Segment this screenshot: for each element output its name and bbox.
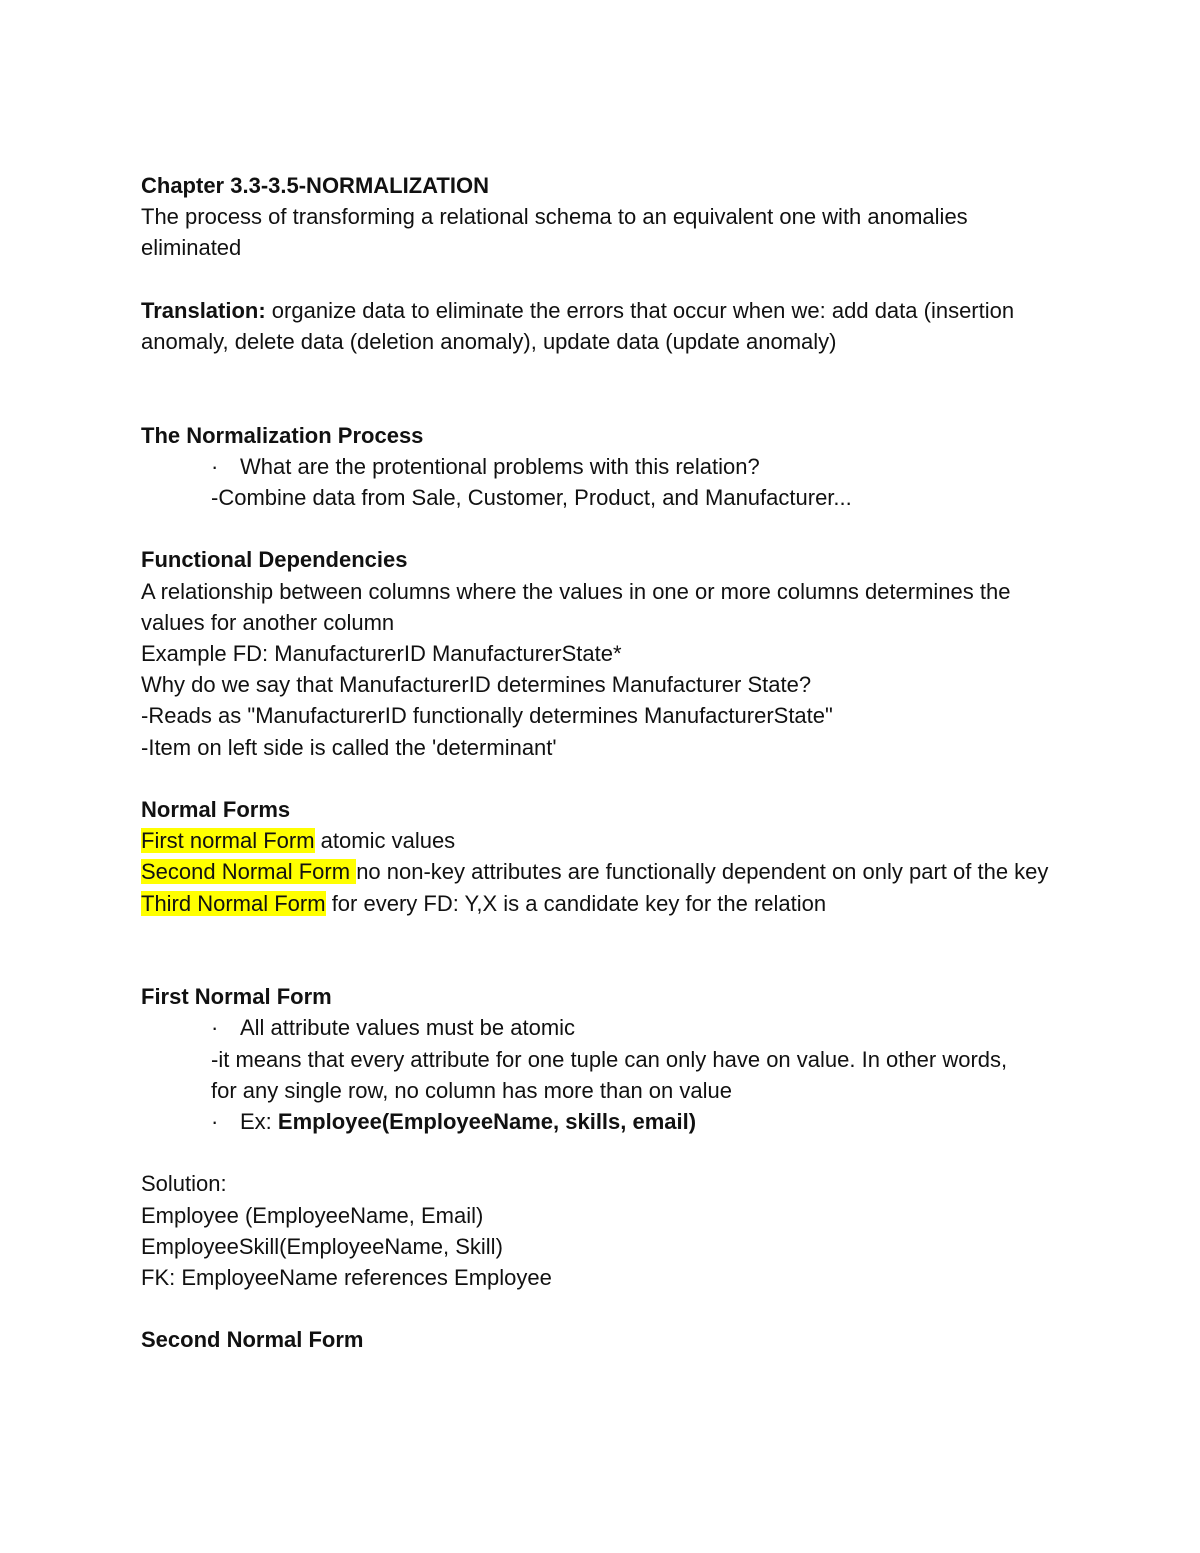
definition-text: atomic values [314, 828, 456, 854]
fd-example: Example FD: ManufacturerID ManufacturerState* [141, 641, 622, 666]
fd-reads-as: -Reads as "ManufacturerID functionally determines ManufacturerState" [141, 703, 833, 729]
list-item-text: What are the protentional problems with this relation? [240, 453, 760, 479]
fd-definition: A relationship between columns where the values in one or more columns determines the values for another column [141, 578, 1011, 635]
normalization-process-heading: The Normalization Process [141, 422, 424, 448]
spacer [141, 264, 1061, 295]
highlighted-term: Second Normal Form [141, 859, 357, 885]
third-normal-form-definition [141, 888, 1061, 919]
spacer [141, 763, 1061, 794]
list-item [141, 1012, 1061, 1043]
highlighted-term: First normal Form [141, 828, 315, 854]
list-item [141, 451, 1061, 482]
bullet-icon: · [211, 1109, 219, 1135]
second-normal-form-heading: Second Normal Form [141, 1327, 364, 1353]
solution-line: FK: EmployeeName references Employee [141, 1265, 552, 1291]
intro-paragraph: The process of transforming a relational schema to an equivalent one with anomalies eliminated [141, 204, 968, 261]
translation-paragraph [141, 295, 1061, 357]
solution-line: EmployeeSkill(EmployeeName, Skill) [141, 1233, 503, 1259]
list-item [141, 1106, 1061, 1137]
combine-note: -Combine data from Sale, Customer, Product, and Manufacturer... [211, 485, 852, 510]
definition-text: for every FD: Y,X is a candidate key for the relation [325, 890, 827, 916]
fd-question: Why do we say that ManufacturerID determines Manufacturer State? [141, 672, 812, 698]
example-prefix: Ex: [240, 1109, 278, 1135]
highlighted-term: Third Normal Form [141, 890, 326, 916]
bullet-icon: · [211, 1015, 219, 1041]
spacer [141, 357, 1061, 419]
list-item-text: All attribute values must be atomic [240, 1015, 576, 1041]
first-normal-form-heading: First Normal Form [141, 984, 332, 1010]
spacer [141, 919, 1061, 981]
document-page [141, 170, 1061, 1356]
translation-text: organize data to eliminate the errors that occur when we: add data (insertion anomaly, delete data (deletion anomaly), update data (update anomaly) [141, 297, 1015, 354]
solution-line: Employee (EmployeeName, Email) [141, 1202, 484, 1228]
spacer [141, 1293, 1061, 1324]
chapter-title: Chapter 3.3-3.5-NORMALIZATION [141, 173, 489, 198]
second-normal-form-definition [141, 856, 1061, 887]
first-normal-form-definition [141, 825, 1061, 856]
spacer [141, 513, 1061, 544]
solution-label: Solution: [141, 1171, 227, 1197]
atomic-explanation: -it means that every attribute for one tuple can only have on value. In other words, for any single row, no column has more than on value [211, 1046, 1008, 1103]
normal-forms-heading: Normal Forms [141, 797, 291, 822]
translation-label: Translation: [141, 297, 266, 323]
spacer [141, 1137, 1061, 1168]
functional-dependencies-heading: Functional Dependencies [141, 547, 408, 573]
fd-determinant: -Item on left side is called the 'determinant' [141, 734, 557, 760]
example-relation: Employee(EmployeeName, skills, email) [277, 1109, 697, 1135]
bullet-icon: · [211, 453, 219, 479]
definition-text: no non-key attributes are functionally dependent on only part of the key [356, 859, 1049, 885]
